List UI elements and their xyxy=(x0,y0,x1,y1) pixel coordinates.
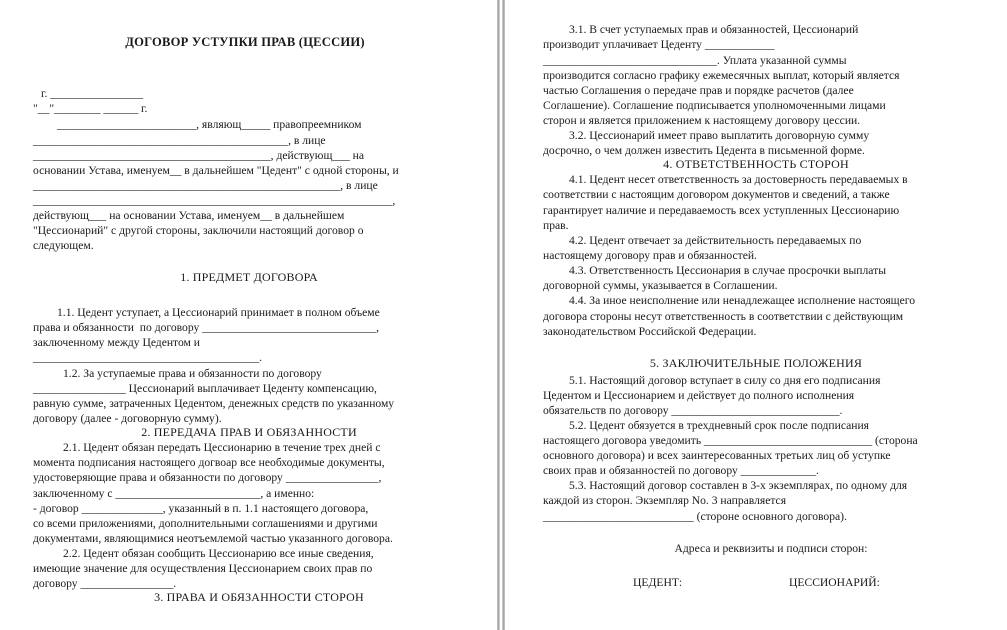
paragraph-line: настоящего договора уведомить _____________________________ (сторона xyxy=(543,434,918,447)
paragraph-line: 4.1. Цедент несет ответственность за достоверность передаваемых в xyxy=(569,173,908,186)
page-divider xyxy=(497,0,505,630)
paragraph-line: прав. xyxy=(543,219,569,232)
intro-line: _____________________________________________________, в лице xyxy=(33,179,378,192)
paragraph-line: 3.1. В счет уступаемых прав и обязанностей, Цессионарий xyxy=(569,23,859,36)
paragraph-line: основного договора) и всех заинтересованных третьих лиц об уступке xyxy=(543,449,891,462)
paragraph-line: 5.1. Настоящий договор вступает в силу со дня его подписания xyxy=(569,374,881,387)
intro-line: _________________________________________, действующ___ на xyxy=(33,149,365,162)
paragraph-line: имеющие значение для осуществления Цессионарием своих прав по xyxy=(33,562,373,575)
intro-line: следующем. xyxy=(33,239,94,252)
paragraph-line: сторон и является приложением к настоящему договору цессии. xyxy=(543,114,861,127)
paragraph-line: производится согласно графику ежемесячных выплат, который является xyxy=(543,69,900,82)
paragraph-line: 1.2. За уступаемые права и обязанности по договору xyxy=(63,367,322,380)
intro-line: действующ___ на основании Устава, именуем__ в дальнейшем xyxy=(33,209,345,222)
paragraph-line: договору ________________. xyxy=(33,577,177,590)
paragraph-line: 5.3. Настоящий договор составлен в 3-х экземплярах, по одному для xyxy=(569,479,908,492)
paragraph-line: - договор ______________, указанный в п. 1.1 настоящего договора, xyxy=(33,502,369,515)
paragraph-line: досрочно, о чем должен известить Цедента в письменной форме. xyxy=(543,144,865,157)
paragraph-line: частью Соглашения о передаче прав и порядке расчетов (далее xyxy=(543,84,854,97)
paragraph-line: настоящему договору прав и обязанностей. xyxy=(543,249,757,262)
paragraph-line: договорной суммы, указывается в Соглашении. xyxy=(543,279,778,292)
signatures-heading: Адреса и реквизиты и подписи сторон: xyxy=(674,542,868,555)
paragraph-line: 2.1. Цедент обязан передать Цессионарию в течение трех дней с xyxy=(63,441,381,454)
paragraph-line: 5.2. Цедент обязуется в трехдневный срок после подписания xyxy=(569,419,869,432)
paragraph-line: заключенному между Цедентом и xyxy=(33,336,200,349)
paragraph-line: Цедентом и Цессионарием и действует до полного исполнения xyxy=(543,389,855,402)
date-line: "__"________ ______ г. xyxy=(33,102,148,115)
section-1-heading: 1. ПРЕДМЕТ ДОГОВОРА xyxy=(180,270,318,284)
paragraph-line: гарантирует наличие и передаваемость всех уступленных Цессионарию xyxy=(543,204,900,217)
intro-line: ______________________________________________________________, xyxy=(33,194,396,207)
paragraph-line: договора стороны несут ответственность в соответствии с действующим xyxy=(543,310,904,323)
paragraph-line: своих прав и обязанностей по договору _____________. xyxy=(543,464,819,477)
paragraph-line: __________________________ (стороне основного договора). xyxy=(543,510,847,523)
paragraph-line: _______________________________________. xyxy=(33,351,262,364)
paragraph-line: 4.4. За иное неисполнение или ненадлежащее исполнение настоящего xyxy=(569,294,916,307)
paragraph-line: равную сумме, затраченных Цедентом, денежных средств по указанному xyxy=(33,397,395,410)
section-5-heading: 5. ЗАКЛЮЧИТЕЛЬНЫЕ ПОЛОЖЕНИЯ xyxy=(649,356,863,370)
paragraph-line: соответствии с настоящим договором документов и сведений, а также xyxy=(543,188,890,201)
paragraph-line: удостоверяющие права и обязанности по договору ________________, xyxy=(33,471,382,484)
paragraph-line: документами, являющимися неотъемлемой частью указанного договора. xyxy=(33,532,393,545)
paragraph-line: права и обязанности по договору ______________________________, xyxy=(33,321,379,334)
paragraph-line: 2.2. Цедент обязан сообщить Цессионарию все иные сведения, xyxy=(63,547,374,560)
paragraph-line: каждой из сторон. Экземпляр No. 3 направляется xyxy=(543,494,787,507)
document-title: ДОГОВОР УСТУПКИ ПРАВ (ЦЕССИИ) xyxy=(125,35,365,49)
paragraph-line: законодательством Российской Федерации. xyxy=(543,325,757,338)
paragraph-line: ________________ Цессионарий выплачивает Цеденту компенсацию, xyxy=(33,382,377,395)
cessionary-label: ЦЕССИОНАРИЙ: xyxy=(789,576,880,589)
paragraph-line: Соглашение). Соглашение подписывается уполномоченными лицами xyxy=(543,99,886,112)
left-page xyxy=(0,0,497,630)
right-page xyxy=(505,0,1007,630)
paragraph-line: ______________________________. Уплата указанной суммы xyxy=(543,54,847,67)
paragraph-line: 4.2. Цедент отвечает за действительность передаваемых по xyxy=(569,234,862,247)
section-2-heading: 2. ПЕРЕДАЧА ПРАВ И ОБЯЗАННОСТИ xyxy=(141,425,357,439)
paragraph-line: момента подписания настоящего догвоар все необходимые документы, xyxy=(33,456,385,469)
city-line: г. ________________ xyxy=(41,87,143,100)
paragraph-line: договору (далее - договорную сумму). xyxy=(33,412,222,425)
cedent-label: ЦЕДЕНТ: xyxy=(633,576,683,589)
paragraph-line: 4.3. Ответственность Цессионария в случае просрочки выплаты xyxy=(569,264,886,277)
section-3-heading: 3. ПРАВА И ОБЯЗАННОСТИ СТОРОН xyxy=(154,590,364,604)
intro-line: ____________________________________________, в лице xyxy=(33,134,326,147)
section-4-heading: 4. ОТВЕТСТВЕННОСТЬ СТОРОН xyxy=(663,157,849,171)
paragraph-line: 1.1. Цедент уступает, а Цессионарий принимает в полном объеме xyxy=(57,306,380,319)
intro-line: "Цессионарий" с другой стороны, заключили настоящий договор о xyxy=(33,224,364,237)
intro-line: основании Устава, именуем__ в дальнейшем "Цедент" с одной стороны, и xyxy=(33,164,399,177)
paragraph-line: производит уплачивает Цеденту ____________ xyxy=(543,38,775,51)
paragraph-line: обязательств по договору _____________________________. xyxy=(543,404,843,417)
paragraph-line: со всеми приложениями, дополнительными соглашениями и другими xyxy=(33,517,378,530)
paragraph-line: заключенному с _________________________, а именно: xyxy=(33,487,315,500)
intro-line: ________________________, являющ_____ правопреемником xyxy=(57,118,362,131)
paragraph-line: 3.2. Цессионарий имеет право выплатить договорную сумму xyxy=(569,129,870,142)
